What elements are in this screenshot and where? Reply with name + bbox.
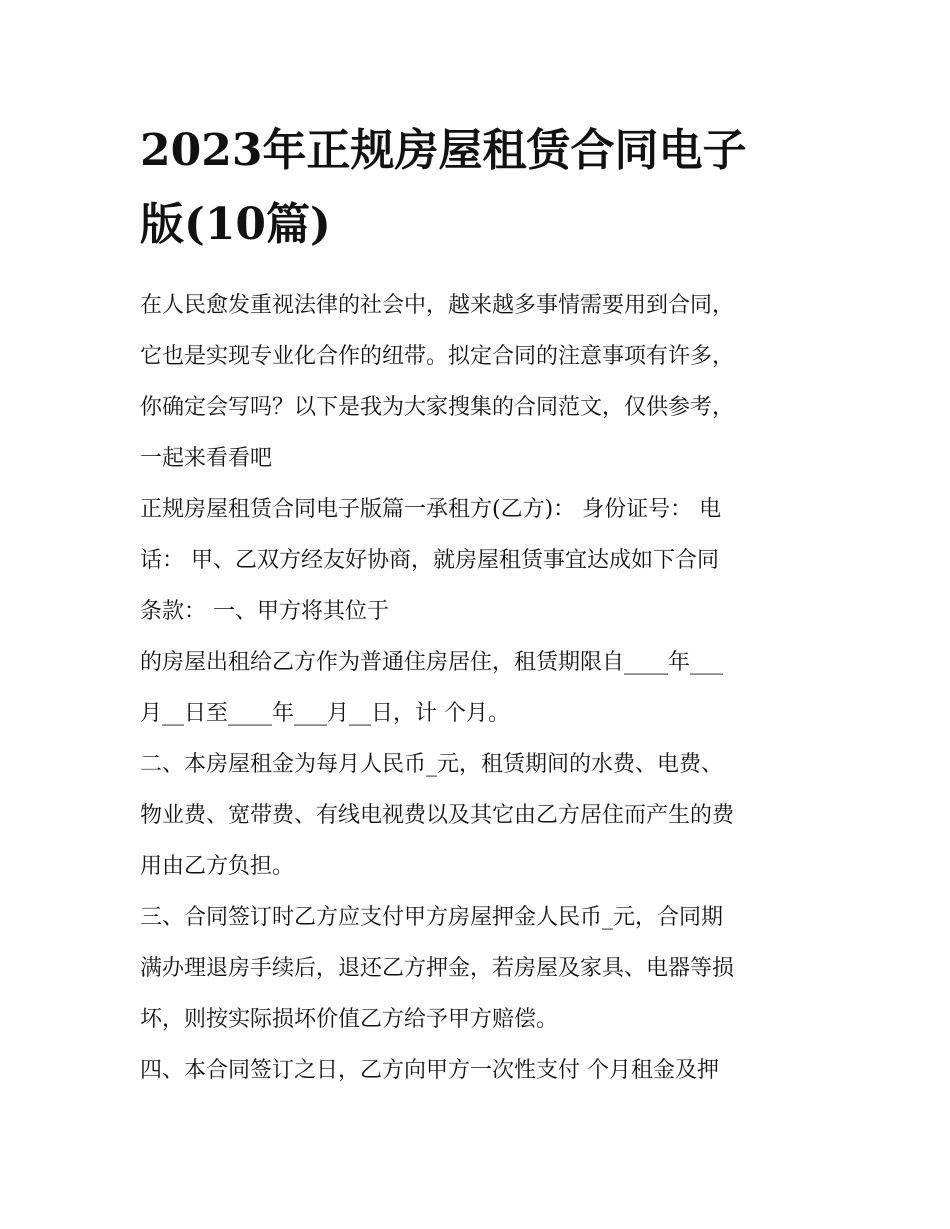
- paragraph-intro: [140, 280, 820, 484]
- text-line: 三、合同签订时乙方应支付甲方房屋押金人民币_元，合同期: [140, 905, 724, 930]
- document-title: [140, 114, 820, 262]
- paragraph-clause-2: [140, 739, 820, 892]
- text-line: 正规房屋租赁合同电子版篇一承租方(乙方)： 身份证号： 电: [140, 497, 722, 522]
- text-line: 物业费、宽带费、有线电视费以及其它由乙方居住而产生的费: [140, 803, 735, 828]
- text-line: 话： 甲、乙双方经友好协商，就房屋租赁事宜达成如下合同: [140, 548, 719, 573]
- text-line: 的房屋出租给乙方作为普通住房居住，租赁期限自____年___: [140, 650, 724, 675]
- text-line: 你确定会写吗？以下是我为大家搜集的合同范文，仅供参考，: [140, 395, 735, 420]
- text-line: 满办理退房手续后，退还乙方押金，若房屋及家具、电器等损: [140, 956, 735, 981]
- paragraph-clause-4: [140, 1045, 820, 1096]
- text-line: 它也是实现专业化合作的纽带。拟定合同的注意事项有许多，: [140, 344, 735, 369]
- text-line: 在人民愈发重视法律的社会中，越来越多事情需要用到合同，: [140, 293, 735, 318]
- title-line-1: 2023年正规房屋租赁合同电子: [140, 125, 747, 176]
- document-body: [140, 280, 820, 1096]
- text-line: 条款： 一、甲方将其位于: [140, 599, 389, 624]
- paragraph-lease-term: [140, 637, 820, 739]
- text-line: 四、本合同签订之日，乙方向甲方一次性支付 个月租金及押: [140, 1058, 719, 1083]
- title-line-2: 版(10篇): [140, 199, 331, 250]
- text-line: 二、本房屋租金为每月人民币_元，租赁期间的水费、电费、: [140, 752, 724, 777]
- text-line: 一起来看看吧: [140, 446, 273, 471]
- text-line: 月__日至____年___月__日，计 个月。: [140, 701, 510, 726]
- paragraph-parties: [140, 484, 820, 637]
- paragraph-clause-3: [140, 892, 820, 1045]
- text-line: 坏，则按实际损坏价值乙方给予甲方赔偿。: [140, 1007, 559, 1032]
- text-line: 用由乙方负担。: [140, 854, 295, 879]
